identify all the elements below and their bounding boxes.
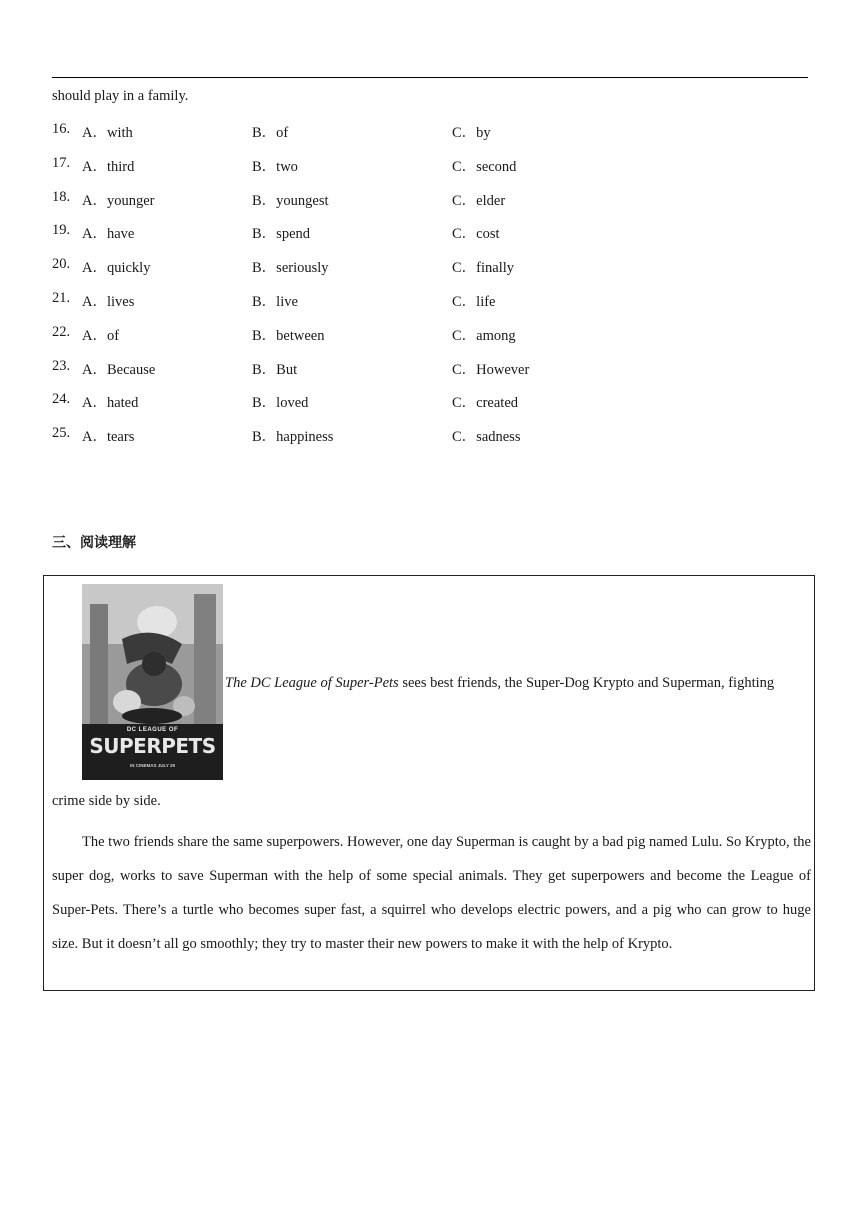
option-b: B．seriously	[252, 260, 329, 277]
option-c: C．created	[452, 395, 519, 412]
question-number: 22.	[52, 323, 71, 340]
question-number: 19.	[52, 222, 71, 239]
reading-passage-box	[43, 575, 815, 991]
option-c: C．sadness	[452, 429, 521, 446]
question-row	[52, 256, 772, 290]
question-row	[52, 290, 772, 324]
option-c: C．finally	[452, 260, 515, 277]
option-a: A．quickly	[82, 260, 151, 277]
option-c: C．among	[452, 327, 516, 344]
movie-poster-image	[82, 584, 223, 780]
option-b: B．of	[252, 125, 289, 141]
option-b: B．youngest	[252, 192, 329, 209]
option-a: A．younger	[82, 192, 155, 209]
option-b: B．But	[252, 361, 298, 378]
option-a: A．hated	[82, 395, 139, 412]
question-row	[52, 358, 772, 392]
question-number: 20.	[52, 256, 71, 273]
question-number: 21.	[52, 289, 71, 306]
question-row	[52, 324, 772, 358]
poster-top-text: DC LEAGUE OF	[126, 727, 179, 733]
option-a: A．with	[82, 125, 133, 141]
option-a: A．have	[82, 226, 135, 243]
question-row	[52, 222, 772, 256]
option-b: B．two	[252, 158, 298, 175]
passage-first-line-text: sees best friends, the Super-Dog Krypto and Superman, fighting	[398, 675, 775, 691]
poster-bottom-text: IN CINEMAS JULY 29	[129, 763, 175, 768]
option-a: A．Because	[82, 361, 156, 378]
question-number: 18.	[52, 188, 71, 205]
option-a: A．tears	[82, 429, 135, 446]
question-row	[52, 189, 772, 223]
option-b: B．loved	[252, 395, 309, 412]
option-c: C．life	[452, 293, 496, 310]
question-number: 23.	[52, 357, 71, 374]
header-rule	[52, 77, 808, 78]
passage-first-line	[225, 675, 774, 692]
question-list	[52, 121, 772, 459]
passage-paragraph-2: The two friends share the same superpowers. However, one day Superman is caught by a bad pig named Lulu. So Krypto, the super dog, works to save Superman with the help of some special animals. They get superpowers and become the League of Super-Pets. There’s a turtle who becomes super fast, a squirrel who develops electric powers, and a pig who can grow to huge size. But it doesn’t all go smoothly; they try to master their new powers to make it with the help of Krypto.	[52, 834, 811, 952]
question-row	[52, 425, 772, 459]
option-c: C．by	[452, 125, 491, 141]
option-a: A．third	[82, 158, 135, 175]
option-b: B．live	[252, 293, 298, 310]
poster-title-text: SUPERPETS	[89, 734, 216, 758]
option-a: A．of	[82, 327, 120, 344]
option-c: C．second	[452, 158, 517, 175]
film-title: The DC League of Super-Pets	[225, 675, 399, 691]
option-a: A．lives	[82, 293, 135, 310]
question-row	[52, 121, 772, 155]
question-number: 17.	[52, 154, 71, 171]
option-c: C．However	[452, 361, 530, 378]
option-c: C．cost	[452, 226, 500, 243]
section-title: 三、阅读理解	[52, 535, 136, 551]
option-b: B．spend	[252, 226, 310, 243]
question-row	[52, 391, 772, 425]
question-number: 25.	[52, 425, 71, 442]
question-number: 24.	[52, 391, 71, 408]
question-row	[52, 155, 772, 189]
option-b: B．happiness	[252, 429, 334, 446]
intro-line: should play in a family.	[52, 88, 189, 104]
question-number: 16.	[52, 121, 71, 137]
option-b: B．between	[252, 327, 325, 344]
option-c: C．elder	[452, 192, 506, 209]
passage-first-line-continued: crime side by side.	[52, 793, 161, 809]
